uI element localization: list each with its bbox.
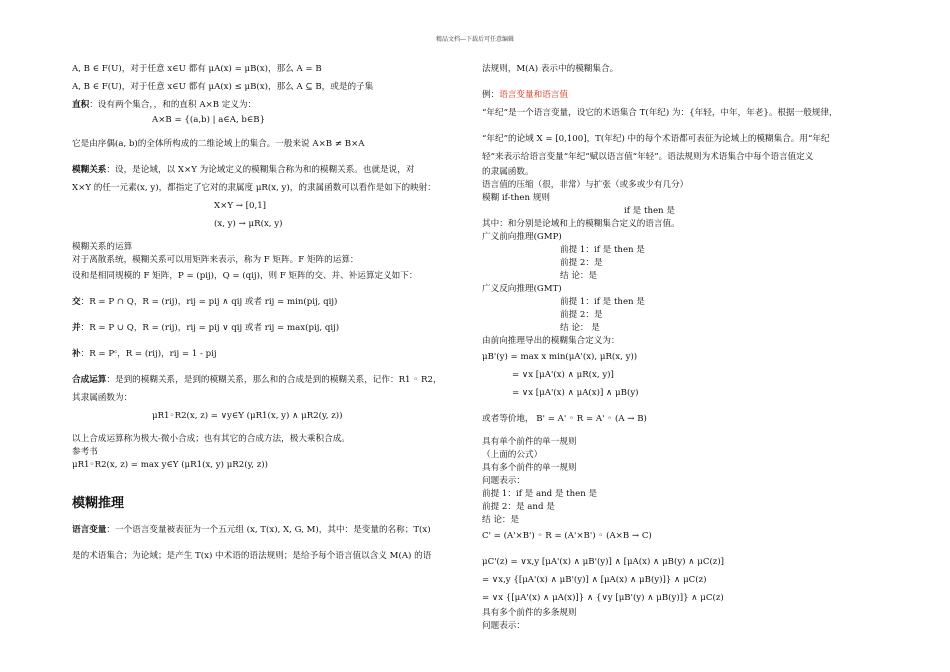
formula-line: μB'(y) = max x min(μA'(x), μR(x, y)) <box>482 352 638 362</box>
conclusion-line: 结 论： 是 <box>560 323 600 333</box>
gmp-title: 广义前向推理(GMP) <box>482 232 562 242</box>
membership-function-label: 其隶属函数为： <box>72 393 133 403</box>
linguistic-variable-definition <box>72 521 464 539</box>
equality-definition: A, B ∈ F(U)，对于任意 x∈U 都有 μA(x) = μB(x)，那么 A = B <box>72 64 322 74</box>
formula-line: C' = (A'×B') ◦ R = (A'×B') ◦ (A×B → C) <box>482 531 652 541</box>
text-span: ：设有两个集合，，和的直积 A×B 定义为： <box>89 100 257 110</box>
paragraph-line: “年纪”是一个语言变量，设它的术语集合 T(年纪) 为：{年轻，中年，年老}。根据一般规律， <box>482 108 838 118</box>
premise-line: 前提 2：是 <box>560 258 603 268</box>
term-label: 语言变量 <box>72 525 107 535</box>
formula-line: = ∨x,y {[μA'(x) ∧ μB'(y)] ∧ [μA(x) ∧ μB(y)]} ∧ μC(z) <box>482 575 707 585</box>
f-matrix-note: 对于离散系统，模糊关系可以用矩阵来表示，称为 F 矩阵。F 矩阵的运算： <box>72 255 359 265</box>
composition-definition <box>72 371 464 389</box>
text-span: ：设，是论域，以 X×Y 为论域定义的模糊集合称为和的模糊关系。也就是说，对 <box>106 165 415 175</box>
union-rule <box>72 319 464 337</box>
paragraph-line: 轻”来表示给语言变量“年纪”赋以语言值“年轻”。语法规则为术语集合中每个语言值定义 <box>482 152 814 162</box>
fuzzy-relation-definition <box>72 161 464 179</box>
paragraph-line: （上面的公式） <box>482 450 543 460</box>
paragraph-line: 的隶属函数。 <box>482 167 534 177</box>
subset-definition: A, B ∈ F(U)，对于任意 x∈U 都有 μA(x) ≤ μB(x)，那么 A ⊆ B，或是的子集 <box>72 82 374 92</box>
relation-operations-title: 模糊关系的运算 <box>72 242 133 252</box>
max-product-composition-formula: μR1◦R2(x, z) = max y∈Y (μR1(x, y) μR2(y, z)) <box>72 460 268 470</box>
paragraph-line: 具有多个前件的多条规则 <box>482 608 577 618</box>
cartesian-product-definition <box>72 96 464 114</box>
text-span: ：R = Pᶜ，R = (rij)，rij = 1 - pij <box>80 349 217 359</box>
intersection-rule <box>72 293 464 311</box>
formula-line: = ∨x [μA'(x) ∧ μA(x)] ∧ μB(y) <box>512 388 639 398</box>
premise-line: 前提 2：是 and 是 <box>482 502 555 512</box>
mapping-formula-2: (x, y) → μR(x, y) <box>214 219 283 229</box>
right-column <box>482 60 882 633</box>
left-column <box>72 60 464 565</box>
text-span: ：R = P ∩ Q，R = (rij)，rij = pij ∧ qij 或者 rij = min(pij, qij) <box>80 297 338 307</box>
term-label: 交 <box>72 297 81 307</box>
gmt-title: 广义反向推理(GMT) <box>482 284 562 294</box>
term-label: 并 <box>72 323 81 333</box>
mapping-formula-1: X×Y → [0,1] <box>214 201 267 211</box>
premise-line: 前提 1：if 是 then 是 <box>560 245 645 255</box>
premise-line: 前提 1：if 是 and 是 then 是 <box>482 489 598 499</box>
text-span: ：R = P ∪ Q，R = (rij)，rij = pij ∨ qij 或者 rij = max(pij, qij) <box>80 323 340 333</box>
example-title <box>482 86 882 104</box>
formula-line: = ∨x {[μA'(x) ∧ μA(x)]} ∧ {∨y [μB'(y) ∧ μB(y)]} ∧ μC(z) <box>482 593 724 603</box>
paragraph-line: 具有单个前件的单一规则 <box>482 437 577 447</box>
paragraph-line: 问题表示： <box>482 621 525 631</box>
rule-form: if 是 then 是 <box>624 206 675 216</box>
linguistic-variable-continued: 是的术语集合；为论域；是产生 T(x) 中术语的语法规则；是给予每个语言值以含义 M(A) 的语 <box>72 551 432 561</box>
section-heading: 模糊推理 <box>72 496 125 511</box>
premise-line: 前提 1：if 是 then 是 <box>560 297 645 307</box>
equivalent-formula: 或者等价地， B' = A' ◦ R = A' ◦ (A → B) <box>482 414 647 424</box>
term-label: 直积 <box>72 100 90 110</box>
conclusion-line: 结 论：是 <box>560 271 598 281</box>
paragraph-line: “年纪”的论域 X = [0,100]，T(年纪) 中的每个术语都可表征为论域上的模糊集合。用“年纪 <box>482 134 830 144</box>
complement-rule <box>72 345 464 363</box>
paragraph-line: 具有多个前件的单一规则 <box>482 463 577 473</box>
term-label: 合成运算 <box>72 375 107 385</box>
syntax-rule-text: 法规则，M(A) 表示中的模糊集合。 <box>482 64 619 74</box>
text-span: 例： <box>482 90 500 100</box>
term-label: 模糊关系 <box>72 165 107 175</box>
max-min-composition-formula: μR1◦R2(x, z) = ∨y∈Y (μR1(x, y) ∧ μR2(y, z)) <box>152 411 343 421</box>
text-span: ：是到的模糊关系，是到的模糊关系，那么和的合成是到的模糊关系，记作：R1 ◦ R2， <box>106 375 442 385</box>
paragraph-line: 问题表示： <box>482 476 525 486</box>
fuzzy-relation-membership: X×Y 的任一元素(x, y)，都指定了它对的隶属度 μR(x, y)，的隶属函数可以看作是如下的映射： <box>72 183 436 193</box>
composition-note: 以上合成运算称为极大-微小合成；也有其它的合成方法，极大乘积合成。 <box>72 434 350 444</box>
paragraph-line: 由前向推理导出的模糊集合定义为： <box>482 336 620 346</box>
text-span: ：一个语言变量被表征为一个五元组 (x, T(x), X, G, M)，其中：是变量的名称；T(x) <box>106 525 431 535</box>
premise-line: 前提 2：是 <box>560 310 603 320</box>
formula-line: = ∨x [μA'(x) ∧ μR(x, y)] <box>512 370 614 380</box>
rule-title: 模糊 if-then 规则 <box>482 193 550 203</box>
example-title-highlight: 语言变量和语言值 <box>499 90 568 100</box>
ordered-pair-note: 它是由序偶(a, b)的全体所构成的二维论域上的集合。一般来说 A×B ≠ B×A <box>72 139 365 149</box>
formula-line: μC'(z) = ∨x,y [μA'(x) ∧ μB'(y)] ∧ [μA(x) ∧ μB(y) ∧ μC(z)] <box>482 557 725 567</box>
paragraph-line: 其中：和分别是论域和上的模糊集合定义的语言值。 <box>482 219 680 229</box>
page-header: 精品文档---下载后可任意编辑 <box>435 36 515 43</box>
conclusion-line: 结 论：是 <box>482 515 520 525</box>
paragraph-line: 语言值的压缩（很，非常）与扩张（或多或少有几分） <box>482 180 689 190</box>
f-matrix-definition: 设和是相同规模的 F 矩阵，P = (pij)，Q = (qij)，则 F 矩阵的交、并、补运算定义如下： <box>72 271 418 281</box>
cartesian-product-formula: A×B = {(a,b) | a∈A, b∈B} <box>152 115 266 125</box>
term-label: 补 <box>72 349 81 359</box>
reference-label: 参考书 <box>72 447 98 457</box>
